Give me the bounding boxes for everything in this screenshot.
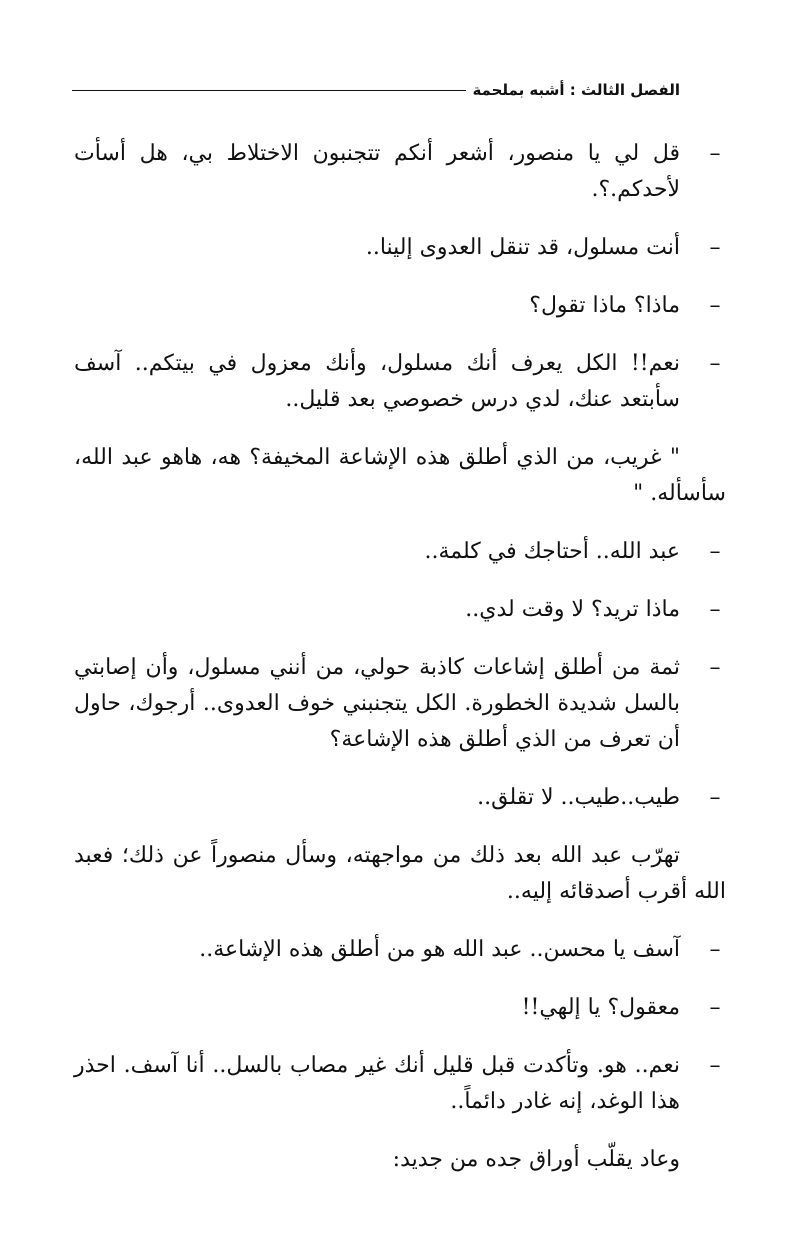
dialogue-text: ماذا تريد؟ لا وقت لدي.. (465, 597, 680, 622)
dialogue-dash: – (709, 351, 721, 376)
dialogue-line (74, 288, 726, 324)
dialogue-dash: – (709, 235, 721, 260)
dialogue-text: ماذا؟ ماذا تقول؟ (529, 293, 680, 318)
dialogue-line (74, 136, 726, 208)
narration-paragraph: " غريب، من الذي أطلق هذه الإشاعة المخيفة؟ هه، هاهو عبد الله، سأسأله. " (74, 445, 726, 506)
dialogue-line (74, 346, 726, 418)
dialogue-dash: – (709, 655, 721, 680)
header-rule (72, 90, 466, 91)
narration-paragraph: تهرّب عبد الله بعد ذلك من مواجهته، وسأل منصوراً عن ذلك؛ فعبد الله أقرب أصدقائه إليه.. (74, 843, 726, 904)
dialogue-dash: – (709, 1053, 721, 1078)
dialogue-text: معقول؟ يا إلهي!! (521, 995, 680, 1020)
dialogue-text: طيب..طيب.. لا تقلق.. (477, 785, 680, 810)
dialogue-dash: – (709, 141, 721, 166)
dialogue-text: أنت مسلول، قد تنقل العدوى إلينا.. (365, 235, 680, 260)
dialogue-line (74, 990, 726, 1026)
dialogue-line (74, 534, 726, 570)
dialogue-text: نعم!! الكل يعرف أنك مسلول، وأنك معزول في بيتكم.. آسف سأبتعد عنك، لدي درس خصوصي بعد قليل.. (74, 351, 680, 412)
dialogue-line (74, 650, 726, 758)
dialogue-line (74, 932, 726, 968)
dialogue-line (74, 230, 726, 266)
chapter-title: الفصل الثالث : أشبه بملحمة (472, 81, 680, 99)
dialogue-dash: – (709, 785, 721, 810)
dialogue-dash: – (709, 539, 721, 564)
dialogue-text: عبد الله.. أحتاجك في كلمة.. (424, 539, 680, 564)
dialogue-line (74, 592, 726, 628)
dialogue-dash: – (709, 937, 721, 962)
dialogue-text: آسف يا محسن.. عبد الله هو من أطلق هذه الإشاعة.. (199, 937, 680, 962)
body-text (74, 136, 726, 1200)
dialogue-text: قل لي يا منصور، أشعر أنكم تتجنبون الاختلاط بي، هل أسأت لأحدكم.؟. (74, 141, 680, 202)
narration-paragraph: وعاد يقلّب أوراق جده من جديد: (392, 1147, 680, 1172)
dialogue-dash: – (709, 597, 721, 622)
dialogue-line (74, 780, 726, 816)
dialogue-line (74, 1048, 726, 1120)
dialogue-text: ثمة من أطلق إشاعات كاذبة حولي، من أنني مسلول، وأن إصابتي بالسل شديدة الخطورة. الكل يتجنبني خوف العدوى.. أرجوك، حاول أن تعرف من الذي أطلق هذه الإشاعة؟ (74, 655, 680, 752)
dialogue-dash: – (709, 995, 721, 1020)
dialogue-text: نعم.. هو. وتأكدت قبل قليل أنك غير مصاب بالسل.. أنا آسف. احذر هذا الوغد، إنه غادر دائماً.. (74, 1053, 680, 1114)
running-header (72, 78, 680, 102)
dialogue-dash: – (709, 293, 721, 318)
